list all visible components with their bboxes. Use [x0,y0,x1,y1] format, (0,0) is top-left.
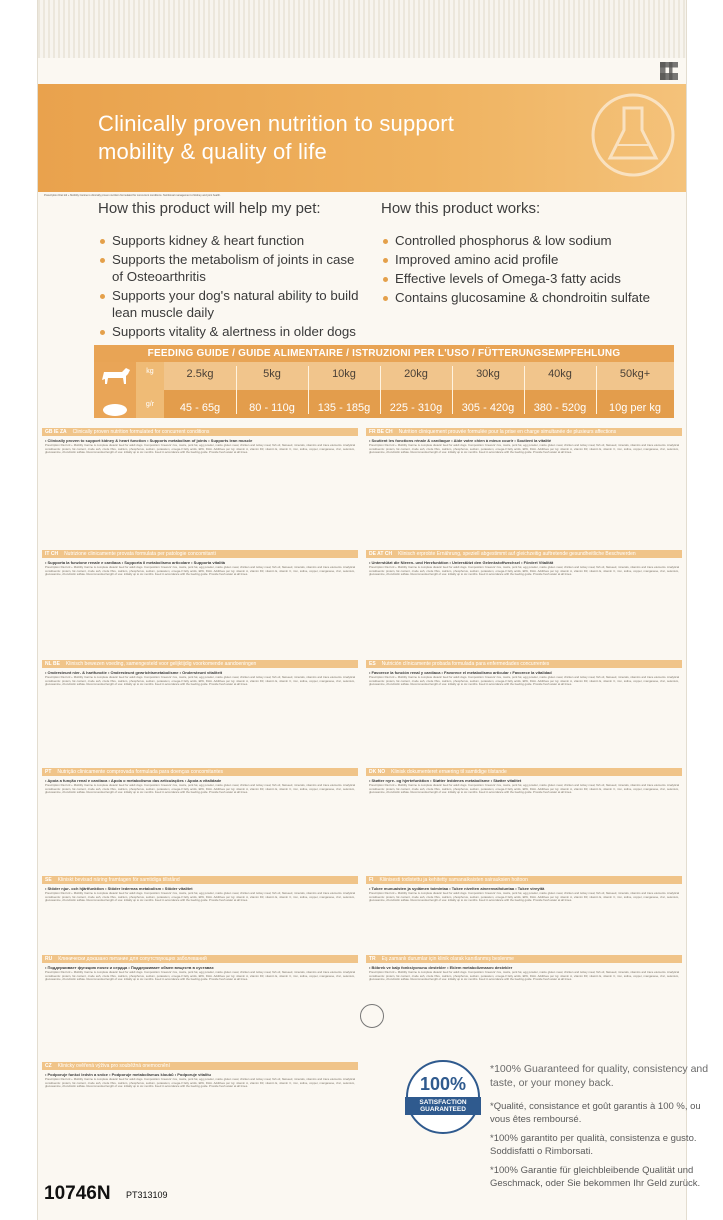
column-divider [236,366,237,414]
benefit-item: Supports kidney & heart function [98,232,368,249]
lang-heading: Kliniskt bevisad näring framtagen för samtidiga tillstånd [57,877,180,883]
bag-seal-strip [38,0,686,58]
lang-body: Prescription Diet k/d + Mobility Canine is complete dietetic feed for adult dogs. Composition: brewers' rice, maize, pork fat, egg powder, maize gluten meal, chicken and turkey meal, fish oil, flaxseed, minerals, vitamins and trace elements. Analytical constituents: protein, fat content, crude ash, crude fibre, calcium, phosphorus, sodium, potassium, omega-3 fatty acids, EPA, DHA. Additives per kg: vitamin A, vitamin D3, vitamin E, vitamin C, iron, iodine, copper, manganese, zinc, selenium, glucosamine, chondroitin sulfate. Recommended length of use: initially up to six months. Feed in accordance with the feeding guide. Provide fresh water at all times. [369,565,679,577]
lang-bullets: • Clinically proven to support kidney & heart function • Supports metabolism of joints • Supports lean muscle [45,438,253,443]
lang-code: DE AT CH [369,551,393,557]
lang-bullets: • Böbrek ve kalp fonksiyonunu destekler • Eklem metabolizmasını destekler [369,965,513,970]
lang-body: Prescription Diet k/d + Mobility Canine is complete dietetic feed for adult dogs. Composition: brewers' rice, maize, pork fat, egg powder, maize gluten meal, chicken and turkey meal, fish oil, flaxseed, minerals, vitamins and trace elements. Analytical constituents: protein, fat content, crude ash, crude fibre, calcium, phosphorus, sodium, potassium, omega-3 fatty acids, EPA, DHA. Additives per kg: vitamin A, vitamin D3, vitamin E, vitamin C, iron, iodine, copper, manganese, zinc, selenium, glucosamine, chondroitin sulfate. Recommended length of use: initially up to six months. Feed in accordance with the feeding guide. Provide fresh water at all times. [45,1077,355,1089]
benefit-item: Contains glucosamine & chondroitin sulfate [381,289,681,306]
left-benefit-list [98,232,368,342]
lang-heading: Nutrition cliniquement prouvée formulée pour la prise en charge simultanée de plusieurs affections [398,429,617,435]
lang-code: FR BE CH [369,429,393,435]
weight-cell: 20kg [404,368,428,380]
lang-bullets: • Podporuje funkci ledvin a srdce • Podporuje metabolismus kloubů • Podporuje vitalitu [45,1072,212,1077]
bowl-icon [94,395,136,423]
column-divider [308,366,309,414]
unit-column [136,362,164,418]
guarantee-de: *100% Garantie für gleichbleibende Qualität und Geschmack, oder Sie bekommen Ihr Geld zurück. [490,1165,701,1189]
language-block [42,660,358,776]
guarantee-text [490,1062,710,1190]
product-code: 10746N [44,1183,111,1204]
lang-bullets: • Støtter nyre- og hjertefunktion • Støtter leddenes metabolisme • Støtter vitalitet [369,778,522,783]
batch-code: PT313109 [126,1190,168,1200]
lang-body: Prescription Diet k/d + Mobility Canine is complete dietetic feed for adult dogs. Composition: brewers' rice, maize, pork fat, egg powder, maize gluten meal, chicken and turkey meal, fish oil, flaxseed, minerals, vitamins and trace elements. Analytical constituents: protein, fat content, crude ash, crude fibre, calcium, phosphorus, sodium, potassium, omega-3 fatty acids, EPA, DHA. Additives per kg: vitamin A, vitamin D3, vitamin E, vitamin C, iron, iodine, copper, manganese, zinc, selenium, glucosamine, chondroitin sulfate. Recommended length of use: initially up to six months. Feed in accordance with the feeding guide. Provide fresh water at all times. [45,891,355,903]
language-block [42,955,358,1055]
dog-icon [94,362,136,418]
language-block [366,955,682,1055]
lang-code: PT [45,769,52,775]
language-block [366,550,682,666]
lang-heading: Clinically proven nutrition formulated for concurrent conditions [72,429,210,435]
lang-code: DK NO [369,769,386,775]
benefit-item: Effective levels of Omega-3 fatty acids [381,270,681,287]
qr-icon [660,62,678,80]
lang-heading: Klinisch bewezen voeding, samengesteld voor gelijktijdig voorkomende aandoeningen [65,661,257,667]
hero-title [98,110,578,166]
amount-cell: 135 - 185g [317,402,371,414]
amount-cell: 80 - 110g [249,402,295,414]
feeding-guide-title: FEEDING GUIDE / GUIDE ALIMENTAIRE / ISTRUZIONI PER L'USO / FÜTTERUNGSEMPFEHLUNG [94,345,674,362]
lang-body: Prescription Diet k/d + Mobility Canine is complete dietetic feed for adult dogs. Composition: brewers' rice, maize, pork fat, egg powder, maize gluten meal, chicken and turkey meal, fish oil, flaxseed, minerals, vitamins and trace elements. Analytical constituents: protein, fat content, crude ash, crude fibre, calcium, phosphorus, sodium, potassium, omega-3 fatty acids, EPA, DHA. Additives per kg: vitamin A, vitamin D3, vitamin E, vitamin C, iron, iodine, copper, manganese, zinc, selenium, glucosamine, chondroitin sulfate. Recommended length of use: initially up to six months. Feed in accordance with the feeding guide. Provide fresh water at all times. [45,675,355,687]
lang-body: Prescription Diet k/d + Mobility Canine is complete dietetic feed for adult dogs. Composition: brewers' rice, maize, pork fat, egg powder, maize gluten meal, chicken and turkey meal, fish oil, flaxseed, minerals, vitamins and trace elements. Analytical constituents: protein, fat content, crude ash, crude fibre, calcium, phosphorus, sodium, potassium, omega-3 fatty acids, EPA, DHA. Additives per kg: vitamin A, vitamin D3, vitamin E, vitamin C, iron, iodine, copper, manganese, zinc, selenium, glucosamine, chondroitin sulfate. Recommended length of use: initially up to six months. Feed in accordance with the feeding guide. Provide fresh water at all times. [45,565,355,577]
left-column-title: How this product will help my pet: [98,200,321,217]
lang-body: Prescription Diet k/d + Mobility Canine is complete dietetic feed for adult dogs. Composition: brewers' rice, maize, pork fat, egg powder, maize gluten meal, chicken and turkey meal, fish oil, flaxseed, minerals, vitamins and trace elements. Analytical constituents: protein, fat content, crude ash, crude fibre, calcium, phosphorus, sodium, potassium, omega-3 fatty acids, EPA, DHA. Additives per kg: vitamin A, vitamin D3, vitamin E, vitamin C, iron, iodine, copper, manganese, zinc, selenium, glucosamine, chondroitin sulfate. Recommended length of use: initially up to six months. Feed in accordance with the feeding guide. Provide fresh water at all times. [45,783,355,795]
weight-cell: 2.5kg [186,368,214,380]
language-block [42,428,358,544]
lang-body: Prescription Diet k/d + Mobility Canine is complete dietetic feed for adult dogs. Composition: brewers' rice, maize, pork fat, egg powder, maize gluten meal, chicken and turkey meal, fish oil, flaxseed, minerals, vitamins and trace elements. Analytical constituents: protein, fat content, crude ash, crude fibre, calcium, phosphorus, sodium, potassium, omega-3 fatty acids, EPA, DHA. Additives per kg: vitamin A, vitamin D3, vitamin E, vitamin C, iron, iodine, copper, manganese, zinc, selenium, glucosamine, chondroitin sulfate. Recommended length of use: initially up to six months. Feed in accordance with the feeding guide. Provide fresh water at all times. [45,443,355,455]
lang-heading: Nutrición clínicamente probada formulada para enfermedades concurrentes [381,661,550,667]
lang-bullets: • Favorece la función renal y cardíaca • Favorece el metabolismo articular • Favorece la vitalidad [369,670,552,675]
lang-bullets: • Apoia a função renal e cardíaca • Apoia o metabolismo das articulações • Apoia a vitalidade [45,778,222,783]
lang-body: Prescription Diet k/d + Mobility Canine is complete dietetic feed for adult dogs. Composition: brewers' rice, maize, pork fat, egg powder, maize gluten meal, chicken and turkey meal, fish oil, flaxseed, minerals, vitamins and trace elements. Analytical constituents: protein, fat content, crude ash, crude fibre, calcium, phosphorus, sodium, potassium, omega-3 fatty acids, EPA, DHA. Additives per kg: vitamin A, vitamin D3, vitamin E, vitamin C, iron, iodine, copper, manganese, zinc, selenium, glucosamine, chondroitin sulfate. Recommended length of use: initially up to six months. Feed in accordance with the feeding guide. Provide fresh water at all times. [369,891,679,903]
lang-heading: Kliinisesti todistettu ja kehitetty samanaikaisten sairauksien hoitoon [379,877,528,883]
lang-heading: Klinisk dokumenteret ernæring til samtidige tilstande [391,769,507,775]
language-block [366,660,682,776]
lang-code: NL BE [45,661,60,667]
language-block [366,428,682,544]
guarantee-it: *100% garantito per qualità, consistenza e gusto. Soddisfatti o Rimborsati. [490,1133,697,1157]
lang-bullets: • Ondersteunt nier- & hartfunctie • Ondersteunt gewrichtsmetabolisme • Ondersteunt vitaliteit [45,670,223,675]
lang-code: CZ [45,1063,52,1069]
lang-code: FI [369,877,374,883]
unit-g: g/r [145,401,155,408]
right-benefit-list [381,232,681,308]
weight-cell: 50kg+ [619,368,651,380]
unit-kg: kg [146,368,154,375]
flask-icon [588,90,678,180]
hero-title-line-1: Clinically proven nutrition to support [98,111,455,136]
intro-text: Prescription Diet k/d + Mobility Canine is clinically proven nutrition formulated for concurrent conditions. Nutritional management of kidney and joint health. [44,194,221,197]
lang-body: Prescription Diet k/d + Mobility Canine is complete dietetic feed for adult dogs. Composition: brewers' rice, maize, pork fat, egg powder, maize gluten meal, chicken and turkey meal, fish oil, flaxseed, minerals, vitamins and trace elements. Analytical constituents: protein, fat content, crude ash, crude fibre, calcium, phosphorus, sodium, potassium, omega-3 fatty acids, EPA, DHA. Additives per kg: vitamin A, vitamin D3, vitamin E, vitamin C, iron, iodine, copper, manganese, zinc, selenium, glucosamine, chondroitin sulfate. Recommended length of use: initially up to six months. Feed in accordance with the feeding guide. Provide fresh water at all times. [369,675,679,687]
badge-label: SATISFACTION GUARANTEED [405,1097,481,1115]
lang-bullets: • Stöder njur- och hjärtfunktion • Stöder ledernas metabolism • Stöder vitalitet [45,886,193,891]
lang-heading: Klinisch erprobte Ernährung, speziell abgestimmt auf gleichzeitig auftretende gesundheitliche Beschwerden [398,551,636,557]
right-column-title: How this product works: [381,200,541,217]
lang-body: Prescription Diet k/d + Mobility Canine is complete dietetic feed for adult dogs. Composition: brewers' rice, maize, pork fat, egg powder, maize gluten meal, chicken and turkey meal, fish oil, flaxseed, minerals, vitamins and trace elements. Analytical constituents: protein, fat content, crude ash, crude fibre, calcium, phosphorus, sodium, potassium, omega-3 fatty acids, EPA, DHA. Additives per kg: vitamin A, vitamin D3, vitamin E, vitamin C, iron, iodine, copper, manganese, zinc, selenium, glucosamine, chondroitin sulfate. Recommended length of use: initially up to six months. Feed in accordance with the feeding guide. Provide fresh water at all times. [369,783,679,795]
amount-cell: 45 - 65g [179,402,221,414]
benefit-item: Controlled phosphorus & low sodium [381,232,681,249]
lang-heading: Nutrição clinicamente comprovada formulada para doenças concomitantes [57,769,224,775]
language-block [42,550,358,666]
guarantee-fr: *Qualité, consistance et goût garantis à 100 %, ou vous êtes remboursé. [490,1101,701,1125]
lang-code: TR [369,956,376,962]
lang-code: ES [369,661,376,667]
lang-body: Prescription Diet k/d + Mobility Canine is complete dietetic feed for adult dogs. Composition: brewers' rice, maize, pork fat, egg powder, maize gluten meal, chicken and turkey meal, fish oil, flaxseed, minerals, vitamins and trace elements. Analytical constituents: protein, fat content, crude ash, crude fibre, calcium, phosphorus, sodium, potassium, omega-3 fatty acids, EPA, DHA. Additives per kg: vitamin A, vitamin D3, vitamin E, vitamin C, iron, iodine, copper, manganese, zinc, selenium, glucosamine, chondroitin sulfate. Recommended length of use: initially up to six months. Feed in accordance with the feeding guide. Provide fresh water at all times. [369,970,679,982]
hero-title-line-2: mobility & quality of life [98,139,327,164]
language-block [42,768,358,884]
column-divider [452,366,453,414]
lang-code: SE [45,877,52,883]
lang-heading: Клинически доказано питание для сопутствующих заболеваний [58,956,207,962]
lang-code: GB IE ZA [45,429,67,435]
lang-heading: Klinicky ověřená výživa pro souběžná onemocnění [57,1063,170,1069]
guarantee-main: *100% Guaranteed for quality, consistency and taste, or your money back. [490,1063,709,1089]
lang-bullets: • Поддерживает функцию почек и сердца • Поддерживает обмен веществ в суставах [45,965,214,970]
column-divider [380,366,381,414]
lang-code: IT CH [45,551,59,557]
amount-cell: 380 - 520g [533,402,587,414]
lang-heading: Eş zamanlı durumlar için klinik olarak kanıtlanmış beslenme [381,956,514,962]
lang-body: Prescription Diet k/d + Mobility Canine is complete dietetic feed for adult dogs. Composition: brewers' rice, maize, pork fat, egg powder, maize gluten meal, chicken and turkey meal, fish oil, flaxseed, minerals, vitamins and trace elements. Analytical constituents: protein, fat content, crude ash, crude fibre, calcium, phosphorus, sodium, potassium, omega-3 fatty acids, EPA, DHA. Additives per kg: vitamin A, vitamin D3, vitamin E, vitamin C, iron, iodine, copper, manganese, zinc, selenium, glucosamine, chondroitin sulfate. Recommended length of use: initially up to six months. Feed in accordance with the feeding guide. Provide fresh water at all times. [369,443,679,455]
benefit-item: Supports the metabolism of joints in case of Osteoarthritis [98,251,368,285]
benefit-item: Supports vitality & alertness in older dogs [98,323,368,340]
satisfaction-badge [406,1060,480,1134]
weight-cell: 40kg [548,368,572,380]
weight-cell: 10kg [332,368,356,380]
column-divider [596,366,597,414]
badge-percent: 100% [419,1074,467,1094]
bag-back-panel [38,0,709,1220]
lang-bullets: • Supporta la funzione renale e cardiaca • Supporta il metabolismo articolare • Supporta vitalità [45,560,226,565]
amount-cell: 305 - 420g [461,402,515,414]
amount-cell: 10g per kg [609,402,661,414]
lang-heading: Nutrizione clinicamente provata formulata per patologie concomitanti [64,551,216,557]
weight-cell: 30kg [476,368,500,380]
language-block [42,1062,358,1172]
feeding-guide-table [94,362,674,418]
lang-bullets: • Soutient les fonctions rénale & cardiaque • Aide votre chien à mieux courir • Soutient la vitalité [369,438,552,443]
column-divider [524,366,525,414]
language-block [366,768,682,884]
lang-bullets: • Tukee munuaisten ja sydämen toimintaa • Tukee nivelten aineenvaihduntaa • Tukee vireyttä [369,886,545,891]
amount-cell: 225 - 310g [389,402,443,414]
lang-code: RU [45,956,53,962]
recycle-icon [360,1004,384,1028]
lang-body: Prescription Diet k/d + Mobility Canine is complete dietetic feed for adult dogs. Composition: brewers' rice, maize, pork fat, egg powder, maize gluten meal, chicken and turkey meal, fish oil, flaxseed, minerals, vitamins and trace elements. Analytical constituents: protein, fat content, crude ash, crude fibre, calcium, phosphorus, sodium, potassium, omega-3 fatty acids, EPA, DHA. Additives per kg: vitamin A, vitamin D3, vitamin E, vitamin C, iron, iodine, copper, manganese, zinc, selenium, glucosamine, chondroitin sulfate. Recommended length of use: initially up to six months. Feed in accordance with the feeding guide. Provide fresh water at all times. [45,970,355,982]
benefit-item: Improved amino acid profile [381,251,681,268]
benefit-item: Supports your dog's natural ability to build lean muscle daily [98,287,368,321]
lang-bullets: • Unterstützt die Nieren- und Herzfunktion • Unterstützt den Gelenkstoffwechsel • Fördert Vitalität [369,560,554,565]
weight-cell: 5kg [263,368,281,380]
